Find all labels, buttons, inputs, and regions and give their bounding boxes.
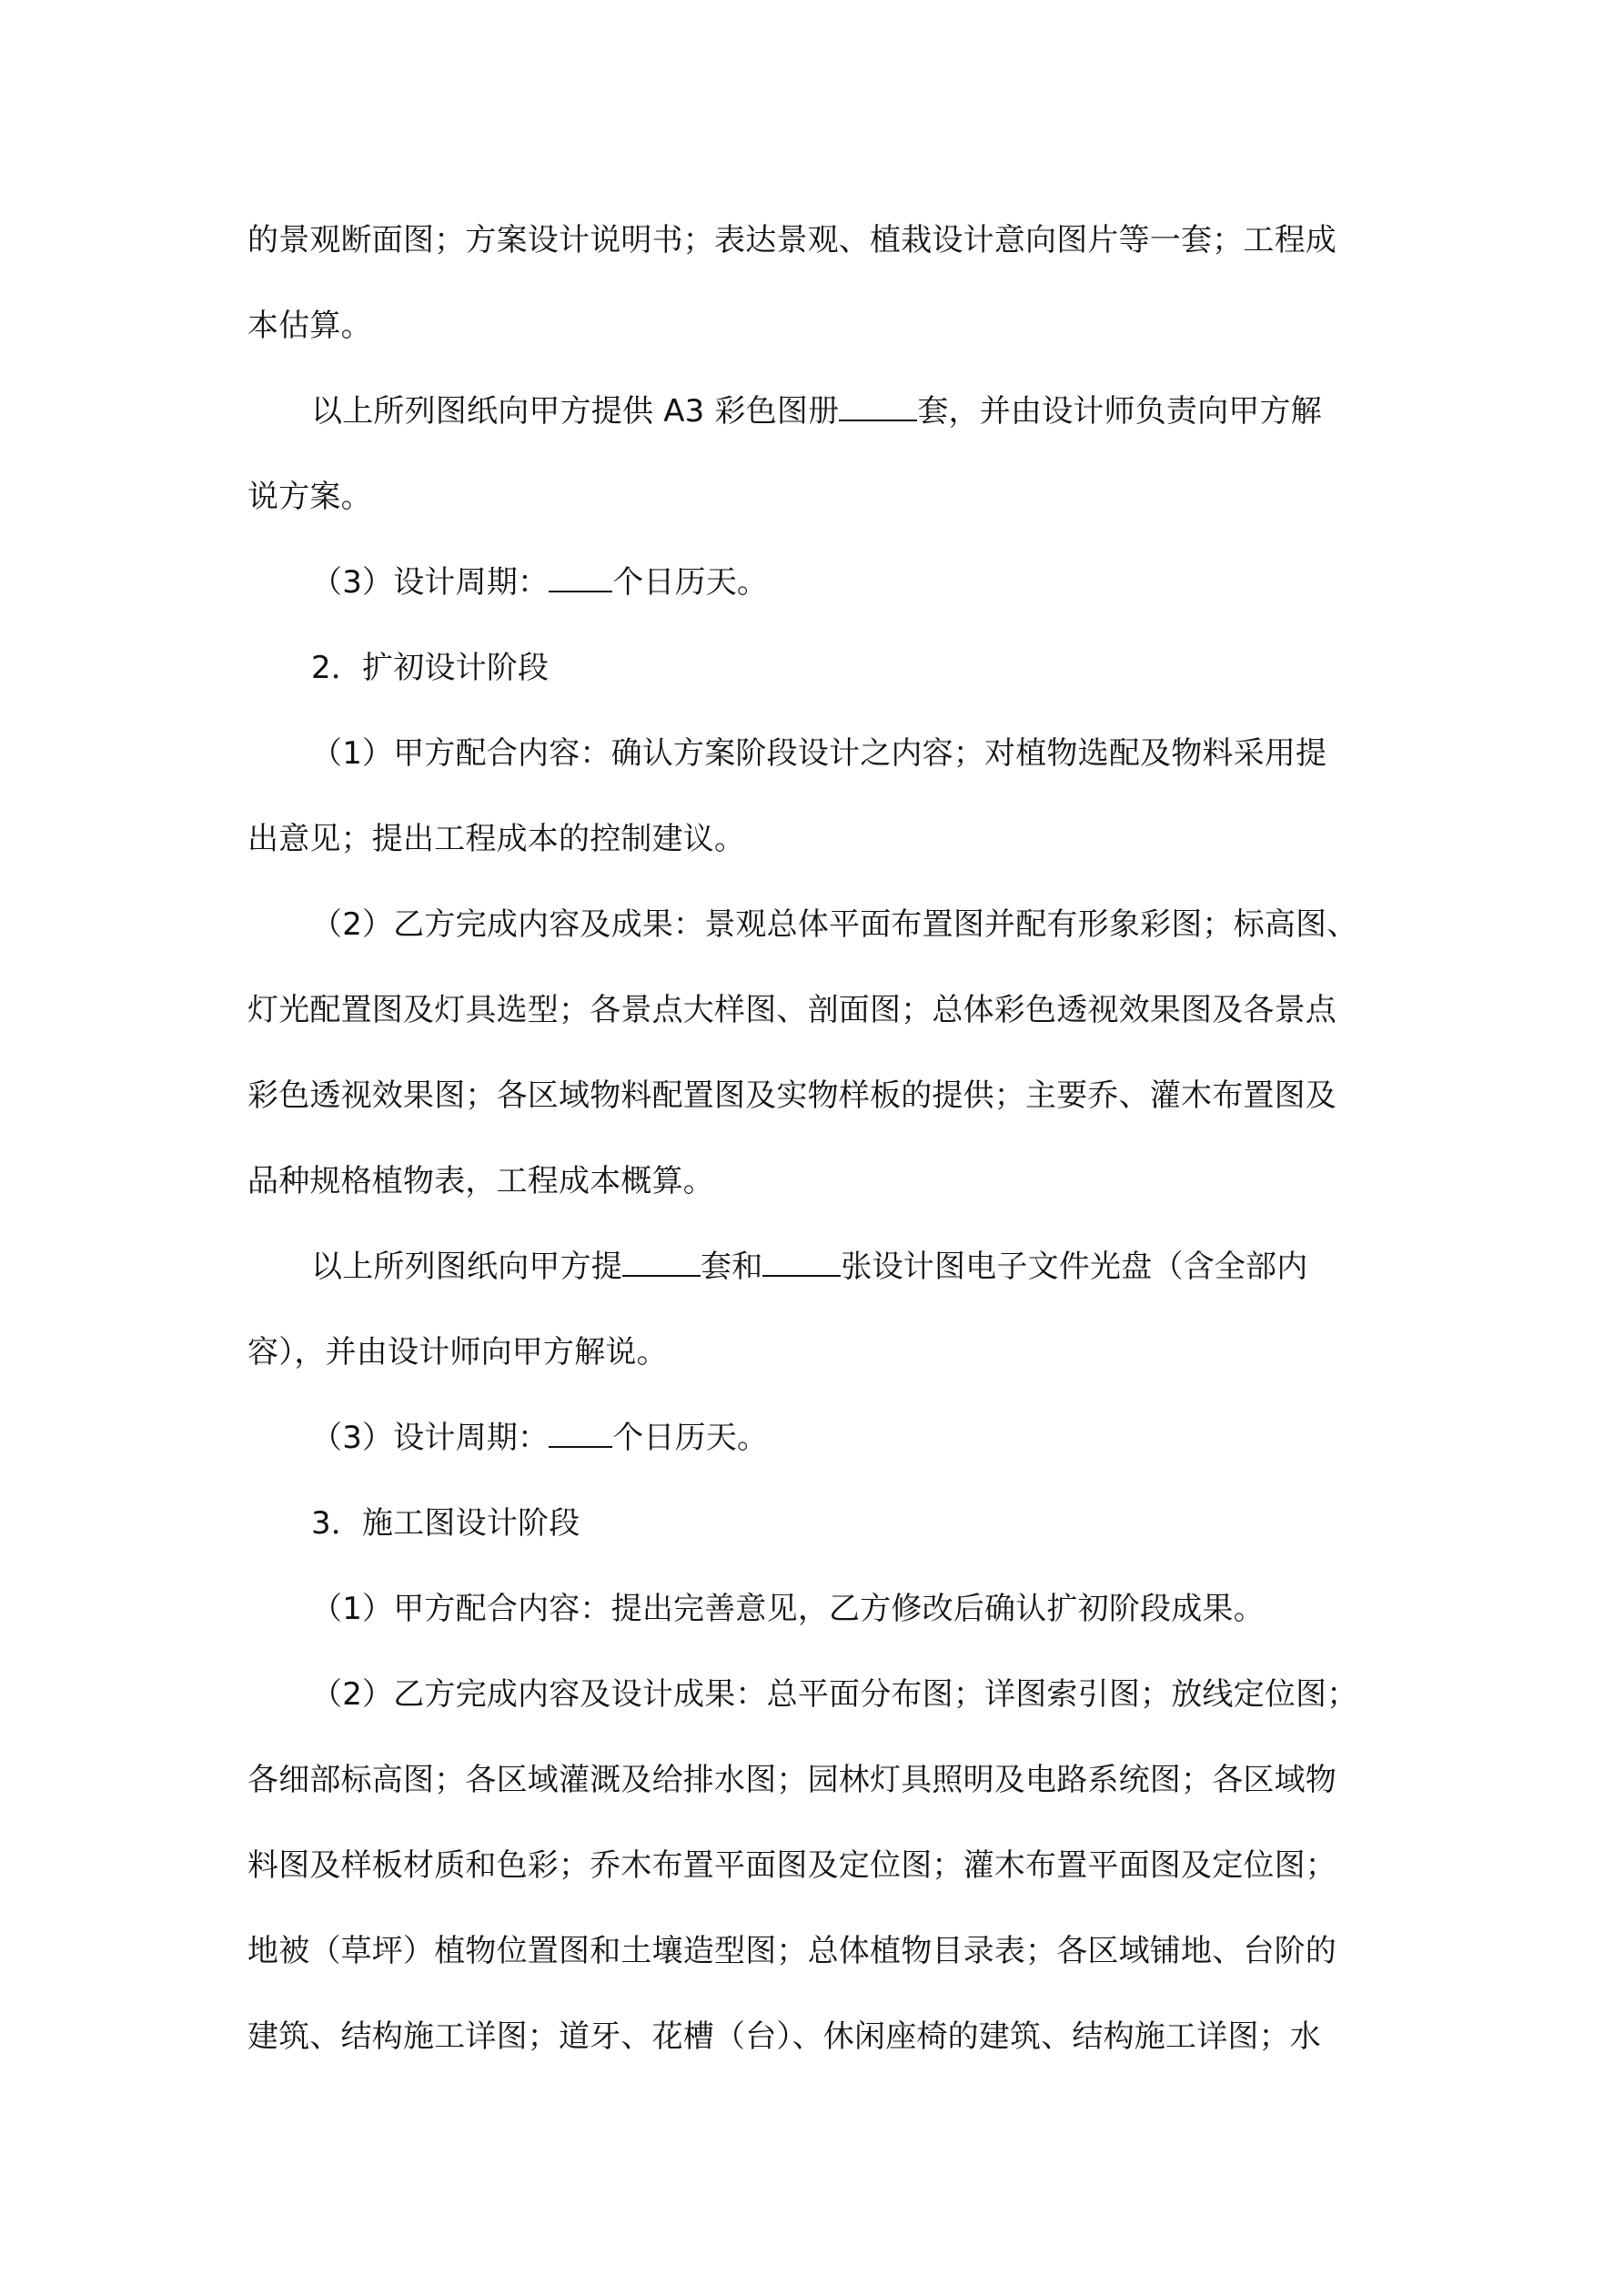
text-segment: 个日历天。: [612, 1420, 769, 1456]
fill-in-blank: [549, 1419, 612, 1448]
text-line: 料图及样板材质和色彩；乔木布置平面图及定位图；灌木布置平面图及定位图；: [247, 1847, 1337, 1884]
section-heading: 3．施工图设计阶段: [311, 1505, 580, 1542]
text-segment: 套，并由设计师负责向甲方解: [917, 393, 1322, 430]
text-line: 说方案。: [247, 479, 372, 515]
text-line: 灯光配置图及灯具选型；各景点大样图、剖面图；总体彩色透视效果图及各景点: [247, 992, 1337, 1028]
text-line: 本估算。: [247, 308, 372, 344]
text-line: （1）甲方配合内容：确认方案阶段设计之内容；对植物选配及物料采用提: [311, 735, 1327, 772]
fill-in-blank: [762, 1248, 841, 1277]
fill-in-blank: [622, 1248, 701, 1277]
text-line: 品种规格植物表，工程成本概算。: [247, 1163, 714, 1199]
text-line: （2）乙方完成内容及设计成果：总平面分布图；详图索引图；放线定位图；: [311, 1676, 1358, 1713]
text-line: （2）乙方完成内容及成果：景观总体平面布置图并配有形象彩图；标高图、: [311, 906, 1358, 943]
text-segment: （3）设计周期：: [311, 1420, 550, 1456]
text-line: 容），并由设计师向甲方解说。: [247, 1334, 668, 1371]
fill-in-blank: [839, 392, 917, 421]
text-line: [311, 1247, 1307, 1287]
text-line: [311, 1418, 768, 1458]
text-segment: 以上所列图纸向甲方提供 A3 彩色图册: [311, 393, 840, 430]
text-line: 出意见；提出工程成本的控制建议。: [247, 821, 746, 857]
text-segment: 套和: [701, 1249, 763, 1285]
text-line: 彩色透视效果图；各区域物料配置图及实物样板的提供；主要乔、灌木布置图及: [247, 1077, 1337, 1114]
text-line: 各细部标高图；各区域灌溉及给排水图；园林灯具照明及电路系统图；各区域物: [247, 1762, 1337, 1798]
text-line: [311, 391, 1322, 431]
text-segment: 个日历天。: [612, 564, 769, 601]
text-segment: 以上所列图纸向甲方提: [311, 1249, 622, 1285]
text-line: 的景观断面图；方案设计说明书；表达景观、植栽设计意向图片等一套；工程成: [247, 222, 1337, 258]
text-segment: （3）设计周期：: [311, 564, 550, 601]
text-line: （1）甲方配合内容：提出完善意见，乙方修改后确认扩初阶段成果。: [311, 1591, 1265, 1627]
text-segment: 张设计图电子文件光盘（含全部内: [841, 1249, 1308, 1285]
fill-in-blank: [549, 563, 612, 592]
section-heading: 2．扩初设计阶段: [311, 650, 550, 686]
text-line: 地被（草坪）植物位置图和土壤造型图；总体植物目录表；各区域铺地、台阶的: [247, 1933, 1337, 1969]
text-line: [311, 562, 768, 602]
text-line: 建筑、结构施工详图；道牙、花槽（台）、休闲座椅的建筑、结构施工详图；水: [247, 2018, 1321, 2055]
